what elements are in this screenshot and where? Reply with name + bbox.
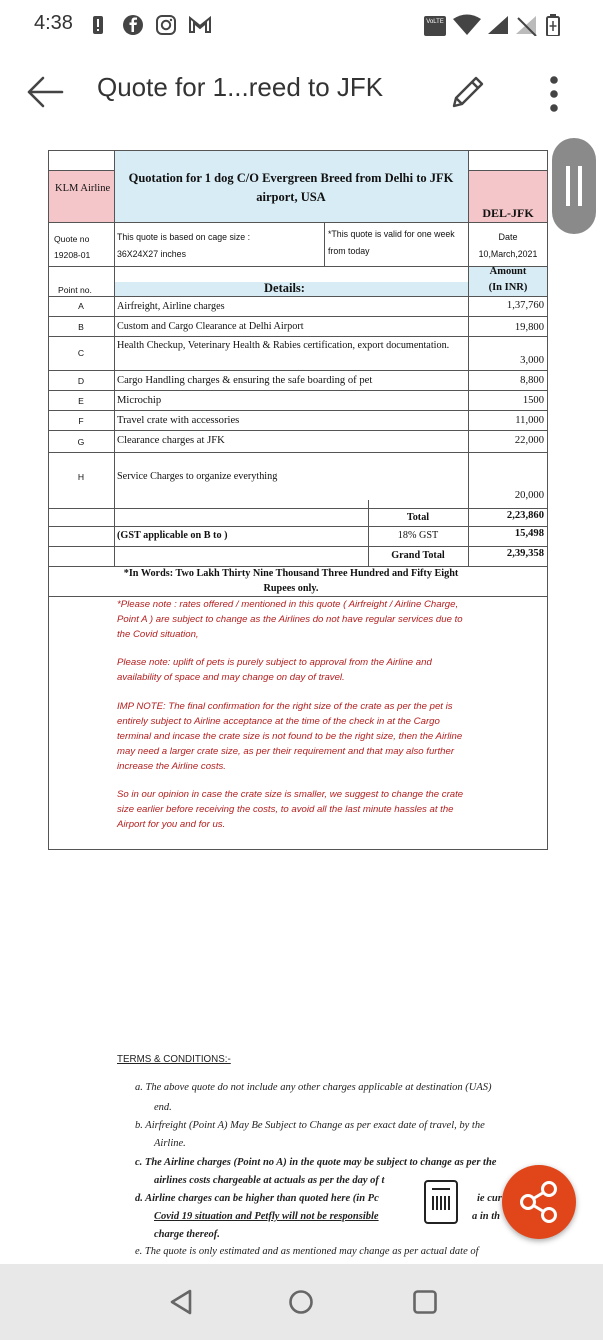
quote-no: 19208-01 (54, 250, 91, 260)
row-amount: 1500 (522, 395, 544, 406)
gst-label: 18% GST (397, 530, 439, 541)
row-detail: Travel crate with accessories (117, 415, 240, 426)
row-amount: 20,000 (514, 490, 544, 501)
no-signal-icon (514, 14, 538, 36)
row-point: D (77, 376, 85, 386)
date-value: 10,March,2021 (478, 249, 538, 259)
cage-label: This quote is based on cage size : (117, 232, 251, 242)
term-line: a. The above quote do not include any other charges applicable at destination (UAS) (135, 1082, 492, 1093)
system-nav-bar (0, 1264, 603, 1340)
row-amount: 1,37,760 (506, 300, 544, 311)
row-point: A (78, 301, 84, 311)
gmail-icon (188, 14, 212, 36)
row-detail: Health Checkup, Veterinary Health & Rabies certification, export documentation. (117, 340, 450, 351)
cage-size: 36X24X27 inches (117, 249, 186, 259)
amount-unit: (In INR) (488, 282, 528, 293)
volte-label: VoLTE (426, 19, 444, 25)
nav-recents-icon[interactable] (412, 1289, 438, 1315)
terms-heading: TERMS & CONDITIONS:- (117, 1054, 231, 1065)
edit-pencil-icon[interactable] (448, 72, 488, 112)
term-line: end. (154, 1102, 172, 1113)
wifi-icon (452, 14, 482, 36)
term-line: b. Airfreight (Point A) May Be Subject to Change as per exact date of travel, by the (135, 1120, 485, 1131)
row-amount: 19,800 (514, 322, 544, 333)
total-label: Total (406, 512, 430, 523)
term-line: airlines costs chargeable at actuals as per the day of t (154, 1175, 385, 1186)
row-detail: Custom and Cargo Clearance at Delhi Airport (117, 321, 304, 332)
row-point: C (77, 348, 85, 358)
nav-back-icon[interactable] (168, 1288, 194, 1316)
row-point: G (77, 437, 85, 447)
note-opinion: So in our opinion in case the crate size is smaller, we suggest to change the crate size earlier before receiving the costs, to avoid all the last minute hassles at the Airport for you and for us. (117, 789, 464, 830)
row-amount: 22,000 (514, 435, 544, 446)
app-bar (0, 52, 603, 133)
facebook-icon (122, 14, 144, 36)
row-point: F (78, 416, 84, 426)
battery-icon (546, 14, 562, 36)
row-point: B (78, 322, 84, 332)
gst-value: 15,498 (514, 528, 544, 539)
row-detail: Service Charges to organize everything (117, 471, 278, 482)
amount-in-words: *In Words: Two Lakh Thirty Nine Thousand Three Hundred and Fifty Eight Rupees only. (123, 568, 459, 594)
term-line: d. Airline charges can be higher than quoted here (in Pc (135, 1193, 379, 1204)
date-label: Date (498, 232, 518, 242)
row-point: H (77, 472, 85, 482)
note-rates: *Please note : rates offered / mentioned in this quote ( Airfreight / Airline Charge, Point A ) are subject to change as the Airlines do not have regular services due to the Covid situation, (117, 599, 463, 640)
instagram-icon (155, 14, 177, 36)
grand-total-label: Grand Total (391, 550, 445, 561)
nav-home-icon[interactable] (288, 1289, 314, 1315)
back-arrow-icon[interactable] (26, 76, 64, 108)
row-detail: Microchip (117, 395, 162, 406)
term-line: Covid 19 situation and Petfly will not be responsible (154, 1211, 379, 1222)
fast-scroll-handle[interactable] (552, 138, 596, 234)
amount-label: Amount (489, 266, 527, 277)
row-detail: Clearance charges at JFK (117, 435, 225, 446)
validity-note: *This quote is valid for one week from today (328, 229, 455, 256)
volte-icon (424, 16, 446, 36)
gst-note: (GST applicable on B to ) (117, 530, 228, 541)
term-line: c. The Airline charges (Point no A) in the quote may be subject to change as per the (135, 1157, 497, 1168)
share-icon (502, 1165, 576, 1239)
more-vert-icon[interactable] (548, 74, 560, 114)
status-bar (0, 0, 603, 52)
row-detail: Cargo Handling charges & ensuring the safe boarding of pet (117, 375, 373, 386)
details-label: Details: (264, 281, 305, 295)
quotation-table (48, 150, 548, 850)
document-title: Quote for 1...reed to JFK (97, 72, 384, 102)
status-time: 4:38 (34, 12, 73, 34)
term-line: Airline. (154, 1138, 186, 1149)
note-crate: IMP NOTE: The final confirmation for the right size of the crate as per the pet is entirely subject to Airline acceptance at the time of the check in at the Cargo terminal and incase the crate size is not found to be the right size, then the Airline may need a larger crate size, as per their requirement and that may also further increase the Airline costs. (117, 701, 463, 772)
alert-icon (92, 14, 104, 36)
row-amount: 8,800 (520, 375, 544, 386)
term-line: charge thereof. (154, 1229, 220, 1240)
row-amount: 11,000 (515, 415, 544, 426)
grand-total-value: 2,39,358 (506, 548, 544, 559)
term-fragment: a in th (472, 1211, 501, 1222)
route: DEL-JFK (482, 206, 534, 220)
share-button[interactable] (502, 1165, 576, 1239)
term-line: e. The quote is only estimated and as mentioned may change as per actual date of (135, 1246, 479, 1257)
row-amount: 3,000 (520, 355, 544, 366)
quotation-heading: Quotation for 1 dog C/O Evergreen Breed from Delhi to JFK airport, USA (128, 171, 454, 204)
term-fragment: ie cur (477, 1193, 502, 1204)
airline-label: KLM Airline (55, 183, 111, 194)
quote-no-label: Quote no (54, 234, 90, 244)
signal-icon (486, 14, 510, 36)
point-no-label: Point no. (58, 285, 92, 295)
row-point: E (78, 396, 84, 406)
row-detail: Airfreight, Airline charges (117, 301, 225, 312)
page-list-icon[interactable] (424, 1180, 458, 1224)
note-uplift: Please note: uplift of pets is purely subject to approval from the Airline and availability of space and may change on day of travel. (117, 657, 432, 683)
total-value: 2,23,860 (506, 510, 544, 521)
